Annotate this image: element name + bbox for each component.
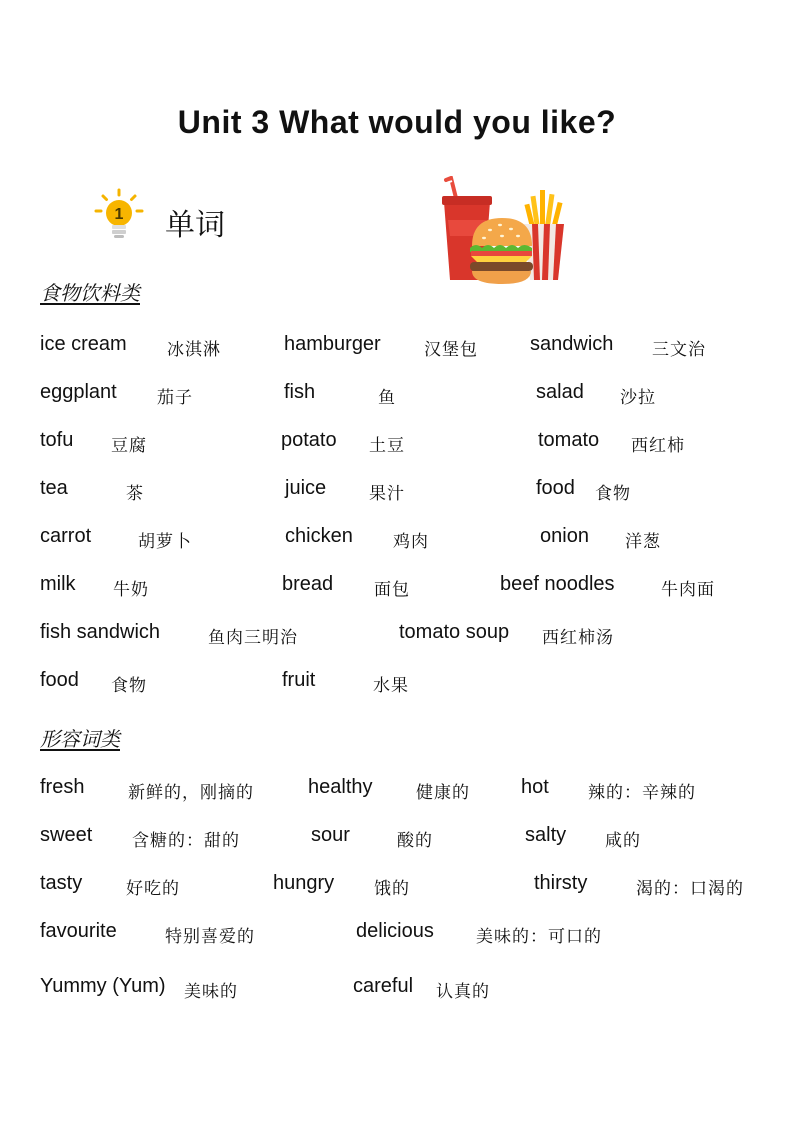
vocab-word-zh: 健康的 <box>416 783 470 803</box>
vocab-word-zh: 牛奶 <box>113 580 149 600</box>
vocab-word-zh: 牛肉面 <box>661 580 715 600</box>
vocab-word-zh: 三文治 <box>652 340 706 360</box>
vocab-word-en: ice cream <box>40 333 127 355</box>
vocab-word-zh: 水果 <box>373 676 409 696</box>
vocab-word-en: onion <box>540 525 589 547</box>
vocab-word-en: juice <box>285 477 327 499</box>
vocab-word-en: eggplant <box>40 381 117 403</box>
vocab-word-en: potato <box>281 429 337 451</box>
vocab-word-zh: 特别喜爱的 <box>165 927 255 947</box>
vocab-word-zh: 胡萝卜 <box>138 532 192 552</box>
vocab-word-en: thirsty <box>534 872 588 894</box>
vocab-word-en: milk <box>40 573 76 595</box>
vocab-word-en: beef noodles <box>500 573 615 595</box>
vocab-word-zh: 鸡肉 <box>393 532 429 552</box>
vocab-word-zh: 土豆 <box>369 436 405 456</box>
vocab-word-zh: 酸的 <box>397 831 433 851</box>
vocab-word-en: hamburger <box>284 333 381 355</box>
vocab-word-zh: 食物 <box>595 484 631 504</box>
vocab-word-zh: 食物 <box>111 676 147 696</box>
category-adjectives: 形容词类 <box>40 727 120 751</box>
vocab-word-zh: 冰淇淋 <box>167 340 221 360</box>
vocab-word-zh: 豆腐 <box>111 436 147 456</box>
vocab-word-zh: 美味的 <box>184 982 238 1002</box>
vocab-word-en: food <box>40 669 79 691</box>
vocab-word-en: careful <box>353 975 414 997</box>
vocab-word-zh: 果汁 <box>369 484 405 504</box>
vocab-word-en: fish sandwich <box>40 621 161 643</box>
vocab-word-en: favourite <box>40 920 117 942</box>
vocab-word-zh: 汉堡包 <box>424 340 478 360</box>
fast-food-illustration <box>440 176 568 290</box>
vocab-word-zh: 咸的 <box>605 831 641 851</box>
vocab-word-en: chicken <box>285 525 353 547</box>
section-label: 单词 <box>165 208 225 243</box>
vocab-word-zh: 含糖的：甜的 <box>132 831 240 851</box>
vocab-word-zh: 好吃的 <box>126 879 180 899</box>
vocab-word-en: salty <box>525 824 567 846</box>
vocab-word-en: sour <box>311 824 350 846</box>
vocab-word-zh: 面包 <box>374 580 410 600</box>
vocab-word-en: sandwich <box>530 333 614 355</box>
vocab-word-zh: 西红柿 <box>631 436 685 456</box>
vocab-word-en: bread <box>282 573 334 595</box>
vocab-word-en: fish <box>284 381 316 403</box>
vocab-word-en: carrot <box>40 525 92 547</box>
vocab-word-en: healthy <box>308 776 373 798</box>
category-food-drinks: 食物饮料类 <box>40 281 140 305</box>
vocab-word-en: fruit <box>282 669 316 691</box>
vocab-word-zh: 饿的 <box>374 879 410 899</box>
vocab-word-en: tomato soup <box>399 621 510 643</box>
vocab-word-zh: 沙拉 <box>620 388 656 408</box>
vocab-word-en: sweet <box>40 824 93 846</box>
vocab-word-zh: 新鲜的，刚摘的 <box>128 783 254 803</box>
lightbulb-icon <box>94 188 144 242</box>
vocab-word-zh: 辣的：辛辣的 <box>588 783 696 803</box>
vocab-word-en: tomato <box>538 429 600 451</box>
vocab-word-zh: 西红柿汤 <box>542 628 614 648</box>
vocab-word-en: food <box>536 477 575 499</box>
vocab-word-zh: 渴的：口渴的 <box>636 879 744 899</box>
vocab-word-zh: 洋葱 <box>625 532 661 552</box>
vocab-word-en: Yummy (Yum) <box>40 975 166 997</box>
vocab-word-en: hungry <box>273 872 335 894</box>
vocab-word-en: tofu <box>40 429 74 451</box>
vocab-word-zh: 鱼肉三明治 <box>208 628 298 648</box>
vocab-word-zh: 茶 <box>126 484 144 504</box>
vocab-word-zh: 鱼 <box>378 388 396 408</box>
vocab-word-en: tea <box>40 477 68 499</box>
vocab-word-en: delicious <box>356 920 434 942</box>
vocab-word-en: hot <box>521 776 549 798</box>
vocab-word-en: fresh <box>40 776 85 798</box>
vocab-word-zh: 茄子 <box>157 388 193 408</box>
section-number: 1 <box>114 206 124 223</box>
page-title: Unit 3 What would you like? <box>177 104 617 140</box>
vocab-word-en: salad <box>536 381 584 403</box>
vocab-word-zh: 认真的 <box>436 982 490 1002</box>
vocab-word-en: tasty <box>40 872 83 894</box>
vocab-word-zh: 美味的：可口的 <box>476 927 602 947</box>
